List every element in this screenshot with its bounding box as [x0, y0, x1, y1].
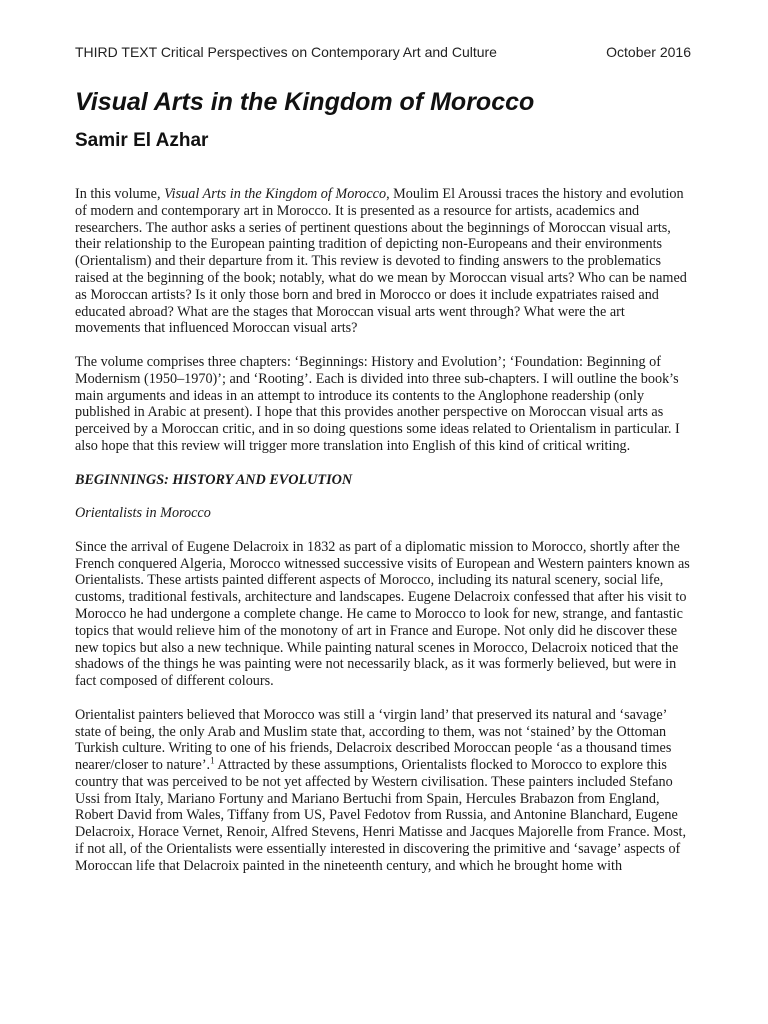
paragraph-text-rest: Attracted by these assumptions, Orientalists flocked to Morocco to explore this country that was perceived to be not yet affected by Western civilisation. These painters included Stefano Ussi from Italy, Mariano Fortuny and Mariano Bertuchi from Spain, Hercules Brabazon from England, Robert David from Wales, Tiffany from US, Pavel Fedotov from Russia, and Antonine Blanchard, Eugene Delacroix, Horace Vernet, Renoir, Alfred Stevens, Henri Matisse and Jacques Majorelle from France. Most, if not all, of the Orientalists were essentially interested in discovering the primitive and ‘savage’ aspects of Moroccan life that Delacroix painted in the nineteenth century, and which he brought home with [75, 757, 687, 874]
intro-paragraph-1 [75, 186, 691, 337]
book-title: Visual Arts in the Kingdom of Morocco [164, 186, 387, 202]
article-title: Visual Arts in the Kingdom of Morocco [75, 88, 535, 116]
section-heading: BEGINNINGS: HISTORY AND EVOLUTION [75, 471, 353, 488]
section-paragraph-1: Since the arrival of Eugene Delacroix in 1832 as part of a diplomatic mission to Morocco, shortly after the French conquered Algeria, Morocco witnessed successive visits of European and Western painters known as Orientalists. These artists painted different aspects of Morocco, including its natural scenery, social life, customs, traditional festivals, architecture and landscapes. Eugene Delacroix confessed that after his visit to Morocco he had undergone a complete change. He came to Morocco to look for new, strange, and fantastic topics that would relieve him of the monotony of art in France and Europe. Not only did he discover these new topics but also a new technique. While painting natural scenes in Morocco, Delacroix noticed that the shadows of the things he was painting were not necessarily black, as it was formerly believed, but were in fact composed of different colours. [75, 538, 690, 690]
article-author: Samir El Azhar [75, 130, 209, 151]
journal-name: THIRD TEXT Critical Perspectives on Contemporary Art and Culture [75, 44, 497, 60]
section-subheading: Orientalists in Morocco [75, 505, 211, 522]
paragraph-text-start: Orientalist painters believed that Morocco was still a ‘virgin land’ that preserved its natural and ‘savage’ state of being, the only Arab and Muslim state that, according to them, was not ‘stained’ by the Ottoman Turkish culture. Writing to one of his friends, Delacroix described Moroccan people ‘as a thousand times nearer/closer to nature’. [75, 706, 672, 774]
intro-text-rest: , Moulim El Aroussi traces the history and evolution of modern and contemporary art in Morocco. It is presented as a resource for artists, academics and researchers. The author asks a series of pertinent questions about the beginnings of Moroccan visual arts, their relationship to the European painting tradition of depicting non-Europeans and their environments (Orientalism) and their departure from it. This review is devoted to finding answers to the problematics raised at the beginning of the book; notably, what do we mean by Moroccan visual arts? Who can be named as Moroccan artists? Is it only those born and bred in Morocco or does it include expatriates raised and educated abroad? What are the stages that Moroccan visual arts went through? What were the art movements that influenced Moroccan visual arts? [75, 186, 687, 337]
article-body [75, 186, 691, 891]
issue-date: October 2016 [606, 44, 691, 60]
intro-text-start: In this volume, [75, 186, 165, 202]
section-paragraph-2 [75, 707, 691, 875]
intro-paragraph-2: The volume comprises three chapters: ‘Beginnings: History and Evolution’; ‘Foundation: Beginning of Modernism (1950–1970)’; and ‘Rooting’. Each is divided into three sub-chapters. I will outline the book’s main arguments and ideas in an attempt to introduce its contents to the Anglophone readership (only published in Arabic at present). I hope that this provides another perspective on Moroccan visual arts as perceived by a Moroccan critic, and in so doing questions some ideas related to Orientalism in particular. I also hope that this review will trigger more translation into English of this kind of critical writing. [75, 353, 680, 454]
footnote-marker: 1 [210, 755, 215, 766]
running-header [75, 44, 691, 60]
